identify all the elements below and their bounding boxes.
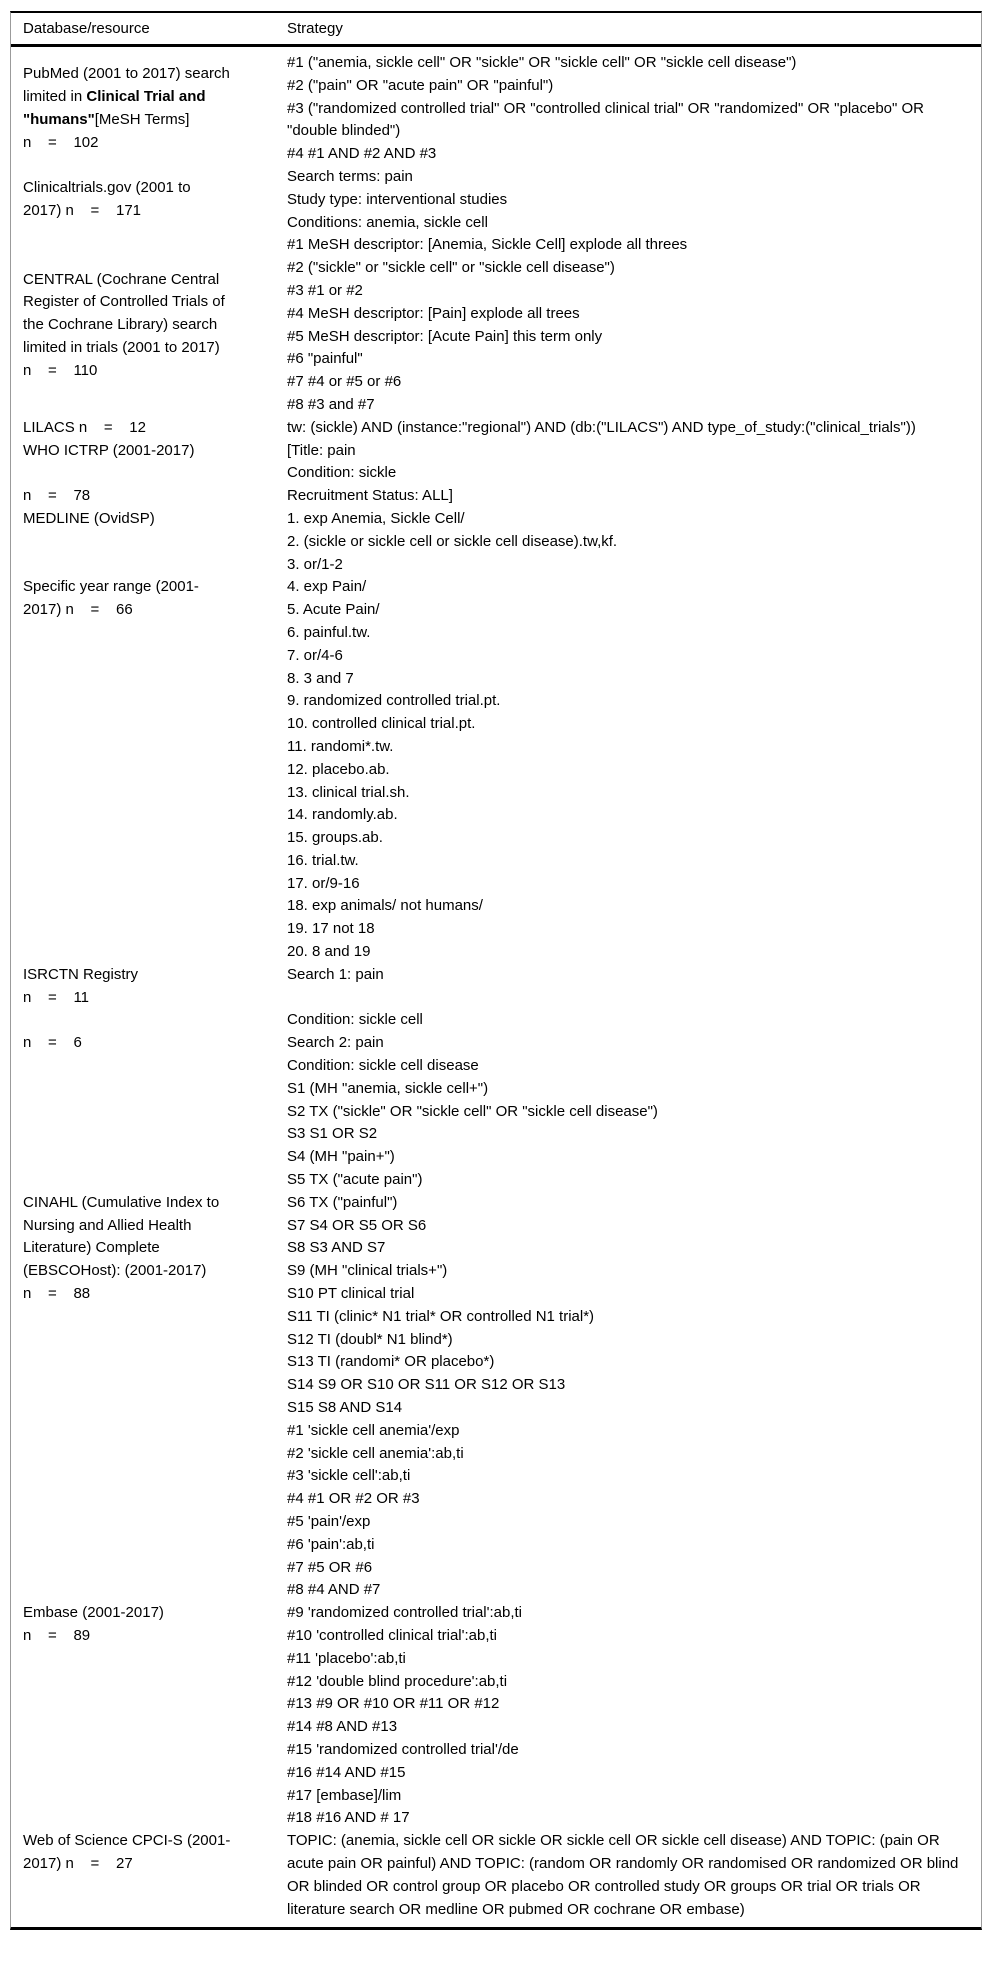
- strategy-cell: [287, 52, 981, 166]
- strategy-line: [Title: pain: [287, 441, 356, 459]
- strategy-line: #3 ("randomized controlled trial" OR "controlled clinical trial" OR "randomized" OR "placebo" OR "double blinded"): [287, 99, 929, 140]
- strategy-line: TOPIC: (anemia, sickle cell OR sickle OR sickle cell OR sickle cell disease) AND TOPIC: (pain OR acute pain OR painful) AND TOPIC: (random OR randomly OR randomised OR randomized OR blind OR blinded OR control group OR placebo OR controlled study OR groups OR trial OR trials OR literature search OR medline OR pubmed OR cochrane OR embase): [287, 1832, 963, 1918]
- database-line: Nursing and Allied Health: [23, 1216, 192, 1234]
- strategy-line: #4 #1 OR #2 OR #3: [287, 1490, 420, 1508]
- strategy-cell: [287, 576, 981, 964]
- strategy-line: S11 TI (clinic* N1 trial* OR controlled N1 trial*): [287, 1307, 595, 1325]
- table-row: [11, 440, 981, 508]
- strategy-cell: [287, 1830, 981, 1921]
- strategy-line: #4 MeSH descriptor: [Pain] explode all trees: [287, 304, 580, 322]
- database-cell: [11, 417, 287, 440]
- strategy-line: 9. randomized controlled trial.pt.: [287, 692, 501, 710]
- table-row: [11, 417, 981, 440]
- table-row: [11, 1420, 981, 1830]
- strategy-line: #14 #8 AND #13: [287, 1718, 398, 1736]
- database-line: n = 11: [23, 988, 90, 1006]
- database-line: n = 88: [23, 1285, 91, 1303]
- table-row: [11, 508, 981, 576]
- table-row: [11, 1032, 981, 1078]
- database-line: 2017) n = 171: [23, 202, 142, 220]
- database-line: PubMed (2001 to 2017) search: [23, 65, 230, 83]
- strategy-line: 13. clinical trial.sh.: [287, 783, 410, 801]
- strategy-line: S3 S1 OR S2: [287, 1125, 378, 1143]
- strategy-line: #8 #3 and #7: [287, 395, 375, 413]
- table-row: [11, 1830, 981, 1921]
- table-row: [11, 1078, 981, 1420]
- strategy-line: 5. Acute Pain/: [287, 601, 380, 619]
- strategy-line: 12. placebo.ab.: [287, 760, 390, 778]
- strategy-cell: [287, 417, 981, 440]
- database-line: the Cochrane Library) search: [23, 316, 218, 334]
- strategy-line: 10. controlled clinical trial.pt.: [287, 715, 476, 733]
- database-cell: [11, 576, 287, 622]
- strategy-line: 7. or/4-6: [287, 646, 343, 664]
- strategy-line: 18. exp animals/ not humans/: [287, 897, 483, 915]
- database-line: n = 110: [23, 361, 98, 379]
- table-row: [11, 52, 981, 166]
- strategy-line: S6 TX ("painful"): [287, 1193, 398, 1211]
- strategy-line: Study type: interventional studies: [287, 190, 508, 208]
- strategy-line: 16. trial.tw.: [287, 851, 359, 869]
- database-line: LILACS n = 12: [23, 418, 146, 436]
- strategy-line: #9 'randomized controlled trial':ab,ti: [287, 1604, 523, 1622]
- database-cell: [11, 964, 287, 1010]
- strategy-line: #16 #14 AND #15: [287, 1763, 406, 1781]
- strategy-cell: [287, 1078, 981, 1420]
- database-line: ISRCTN Registry: [23, 965, 139, 983]
- strategy-line: #6 "painful": [287, 350, 363, 368]
- database-cell: [11, 1602, 287, 1648]
- database-cell: [11, 1192, 287, 1306]
- database-line: limited in trials (2001 to 2017): [23, 338, 220, 356]
- database-cell: [11, 63, 287, 154]
- database-line: WHO ICTRP (2001-2017): [23, 441, 195, 459]
- strategy-line: S13 TI (randomi* OR placebo*): [287, 1353, 495, 1371]
- database-cell: [11, 269, 287, 383]
- strategy-line: 4. exp Pain/: [287, 578, 367, 596]
- strategy-line: S7 S4 OR S5 OR S6: [287, 1216, 427, 1234]
- strategy-line: 3. or/1-2: [287, 555, 343, 573]
- strategy-line: Condition: sickle cell disease: [287, 1057, 479, 1075]
- table-body: [11, 47, 981, 1927]
- table-row: [11, 576, 981, 964]
- database-line: n = 102: [23, 133, 99, 151]
- database-cell: [11, 440, 287, 508]
- strategy-line: #1 MeSH descriptor: [Anemia, Sickle Cell] explode all threes: [287, 236, 688, 254]
- strategy-cell: [287, 234, 981, 416]
- search-strategy-table: [10, 11, 982, 1930]
- database-line: (EBSCOHost): (2001-2017): [23, 1262, 207, 1280]
- strategy-line: 15. groups.ab.: [287, 829, 383, 847]
- strategy-line: S1 (MH "anemia, sickle cell+"): [287, 1079, 489, 1097]
- table-row: [11, 234, 981, 416]
- database-cell: [11, 1032, 287, 1055]
- strategy-line: 17. or/9-16: [287, 874, 360, 892]
- database-line: Web of Science CPCI-S (2001-: [23, 1832, 231, 1850]
- strategy-line: S14 S9 OR S10 OR S11 OR S12 OR S13: [287, 1376, 566, 1394]
- strategy-line: #8 #4 AND #7: [287, 1581, 381, 1599]
- strategy-line: S9 (MH "clinical trials+"): [287, 1262, 448, 1280]
- strategy-cell: [287, 166, 981, 234]
- strategy-line: #3 #1 or #2: [287, 281, 363, 299]
- strategy-line: [287, 987, 967, 1010]
- database-cell: [11, 508, 287, 531]
- database-line: n = 6: [23, 1034, 82, 1052]
- database-line: MEDLINE (OvidSP): [23, 509, 155, 527]
- strategy-line: #3 'sickle cell':ab,ti: [287, 1467, 411, 1485]
- strategy-line: Search 1: pain: [287, 965, 384, 983]
- col-header-database: Database/resource: [23, 20, 150, 37]
- strategy-line: #6 'pain':ab,ti: [287, 1535, 375, 1553]
- strategy-line: 2. (sickle or sickle cell or sickle cell disease).tw,kf.: [287, 532, 618, 550]
- database-line: n = 89: [23, 1626, 91, 1644]
- strategy-line: Condition: sickle cell: [287, 1011, 423, 1029]
- strategy-line: Search terms: pain: [287, 167, 413, 185]
- strategy-line: #11 'placebo':ab,ti: [287, 1649, 406, 1667]
- strategy-line: 14. randomly.ab.: [287, 806, 398, 824]
- strategy-line: #10 'controlled clinical trial':ab,ti: [287, 1626, 497, 1644]
- strategy-line: S15 S8 AND S14: [287, 1399, 403, 1417]
- table-row: [11, 964, 981, 1032]
- strategy-line: 20. 8 and 19: [287, 943, 371, 961]
- strategy-line: 6. painful.tw.: [287, 623, 371, 641]
- strategy-line: Conditions: anemia, sickle cell: [287, 213, 488, 231]
- strategy-line: Recruitment Status: ALL]: [287, 487, 453, 505]
- col-header-strategy: Strategy: [287, 20, 343, 37]
- database-line: limited in Clinical Trial and: [23, 88, 206, 106]
- strategy-line: 11. randomi*.tw.: [287, 737, 394, 755]
- strategy-cell: [287, 508, 981, 576]
- strategy-line: Condition: sickle: [287, 464, 397, 482]
- database-line: 2017) n = 66: [23, 601, 133, 619]
- database-line: Register of Controlled Trials of: [23, 293, 225, 311]
- strategy-line: 19. 17 not 18: [287, 920, 375, 938]
- database-line: "humans"[MeSH Terms]: [23, 110, 190, 128]
- database-line: CINAHL (Cumulative Index to: [23, 1193, 220, 1211]
- strategy-line: #1 'sickle cell anemia'/exp: [287, 1421, 460, 1439]
- strategy-line: #13 #9 OR #10 OR #11 OR #12: [287, 1695, 500, 1713]
- strategy-cell: [287, 440, 981, 508]
- strategy-line: #12 'double blind procedure':ab,ti: [287, 1672, 508, 1690]
- strategy-line: #2 ("pain" OR "acute pain" OR "painful"): [287, 76, 554, 94]
- database-line: Literature) Complete: [23, 1239, 160, 1257]
- strategy-line: S10 PT clinical trial: [287, 1285, 415, 1303]
- strategy-line: Search 2: pain: [287, 1034, 384, 1052]
- strategy-line: #17 [embase]/lim: [287, 1786, 402, 1804]
- strategy-line: S12 TI (doubl* N1 blind*): [287, 1330, 453, 1348]
- strategy-line: #4 #1 AND #2 AND #3: [287, 145, 437, 163]
- strategy-cell: [287, 1032, 981, 1078]
- database-line: [23, 462, 287, 485]
- strategy-line: #7 #5 OR #6: [287, 1558, 373, 1576]
- database-line: Specific year range (2001-: [23, 578, 199, 596]
- database-line: Embase (2001-2017): [23, 1604, 164, 1622]
- strategy-line: 1. exp Anemia, Sickle Cell/: [287, 509, 465, 527]
- table-header-row: [11, 13, 981, 47]
- database-line: n = 78: [23, 487, 91, 505]
- strategy-cell: [287, 1420, 981, 1830]
- database-cell: [11, 1830, 287, 1876]
- strategy-line: 8. 3 and 7: [287, 669, 354, 687]
- strategy-line: #5 MeSH descriptor: [Acute Pain] this term only: [287, 327, 603, 345]
- strategy-line: S2 TX ("sickle" OR "sickle cell" OR "sickle cell disease"): [287, 1102, 658, 1120]
- database-line: Clinicaltrials.gov (2001 to: [23, 179, 191, 197]
- strategy-line: #2 ("sickle" or "sickle cell" or "sickle cell disease"): [287, 259, 615, 277]
- strategy-line: #5 'pain'/exp: [287, 1513, 371, 1530]
- strategy-line: #15 'randomized controlled trial'/de: [287, 1740, 519, 1758]
- strategy-line: #1 ("anemia, sickle cell" OR "sickle" OR "sickle cell" OR "sickle cell disease"): [287, 54, 797, 71]
- strategy-line: #2 'sickle cell anemia':ab,ti: [287, 1444, 464, 1462]
- strategy-line: S5 TX ("acute pain"): [287, 1171, 423, 1189]
- strategy-line: tw: (sickle) AND (instance:"regional") AND (db:("LILACS") AND type_of_study:("clinical_trials")): [287, 418, 916, 436]
- database-line: CENTRAL (Cochrane Central: [23, 270, 220, 288]
- strategy-line: #7 #4 or #5 or #6: [287, 373, 402, 391]
- strategy-line: S8 S3 AND S7: [287, 1239, 386, 1257]
- strategy-line: S4 (MH "pain+"): [287, 1148, 395, 1166]
- database-cell: [11, 177, 287, 223]
- table-row: [11, 166, 981, 234]
- database-line: 2017) n = 27: [23, 1854, 133, 1872]
- strategy-line: #18 #16 AND # 17: [287, 1809, 410, 1827]
- strategy-cell: [287, 964, 981, 1032]
